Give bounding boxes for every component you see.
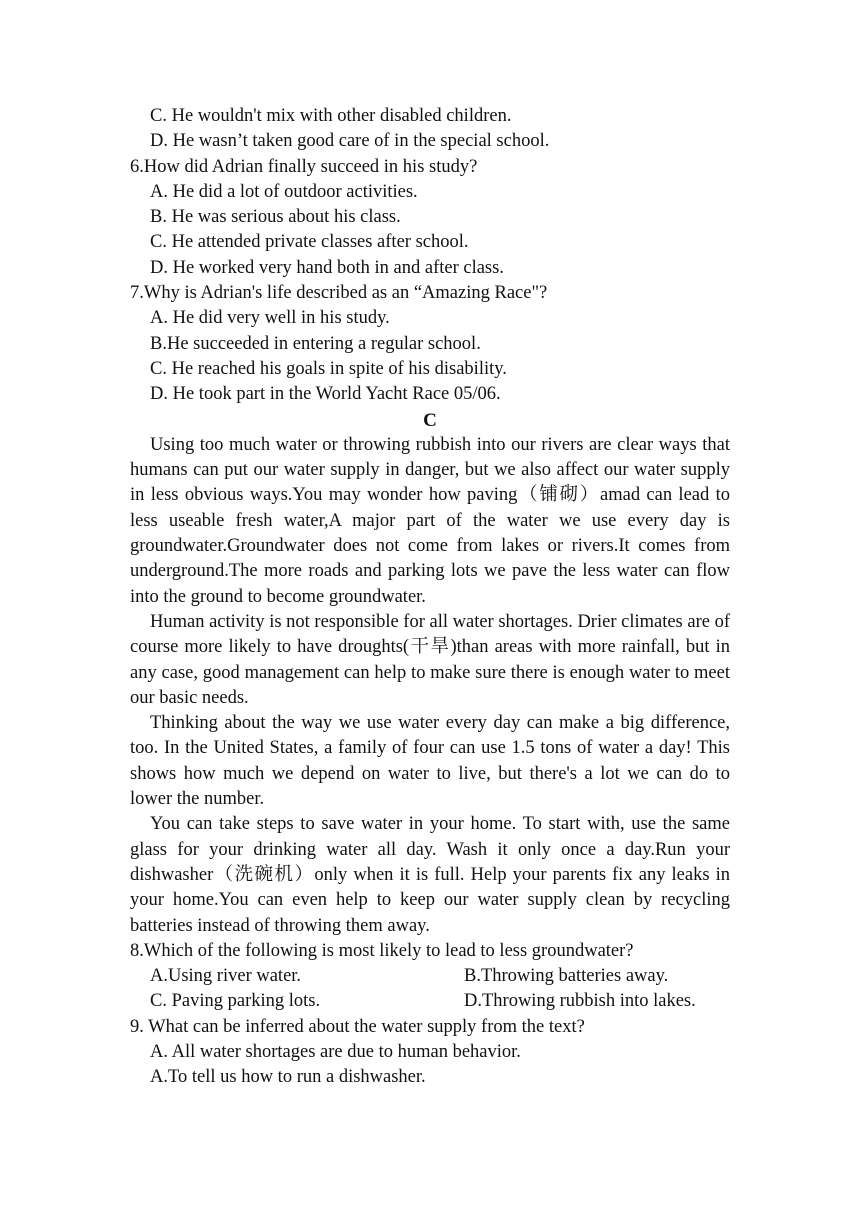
question-7: 7.Why is Adrian's life described as an “Amazing Race"? [130,283,548,304]
q9-option-a: A. All water shortages are due to human behavior. [150,1041,521,1062]
section-c-heading: C [423,409,437,431]
passage-paragraph-1: Using too much water or throwing rubbish into our rivers are clear ways that humans can put our water supply in danger, but we also affect our water supply in less obvious ways.You may wonder how paving（铺砌）amad can lead to less useable fresh water,A major part of the water we use every day is groundwater.Groundwater does not come from lakes or rivers.It comes from underground.The more roads and parking lots we pave the less water can flow into the ground to become groundwater. [130,434,730,607]
q9-option-a-duplicate: A.To tell us how to run a dishwasher. [150,1067,426,1088]
q6-option-b: B. He was serious about his class. [150,207,401,228]
q5-option-c: C. He wouldn't mix with other disabled children. [150,106,512,126]
question-9: 9. What can be inferred about the water supply from the text? [130,1016,585,1037]
q8-options-row-2 [130,989,730,1014]
passage-paragraph-2: Human activity is not responsible for all water shortages. Drier climates are of course more likely to have droughts(干旱)than areas with more rainfall, but in any case, good management can help to make sure there is enough water to meet our basic needs. [130,611,730,708]
passage-paragraph-3: Thinking about the way we use water every day can make a big difference, too. In the United States, a family of four can use 1.5 tons of water a day! This shows how much we depend on water to live, but there's a lot we can do to lower the number. [130,713,730,810]
q8-options-row-1 [130,964,730,989]
question-6: 6.How did Adrian finally succeed in his study? [130,156,478,177]
q8-option-c: C. Paving parking lots. [150,991,321,1012]
q5-option-d: D. He wasn’t taken good care of in the special school. [150,131,550,152]
q6-option-c: C. He attended private classes after school. [150,232,469,253]
q7-option-d: D. He took part in the World Yacht Race 05/06. [150,384,501,405]
q6-option-a: A. He did a lot of outdoor activities. [150,181,418,202]
q8-option-b: B.Throwing batteries away. [464,966,669,987]
q7-option-a: A. He did very well in his study. [150,308,390,329]
question-8: 8.Which of the following is most likely to lead to less groundwater? [130,940,634,961]
passage-paragraph-4: You can take steps to save water in your home. To start with, use the same glass for your drinking water all day. Wash it only once a day.Run your dishwasher（洗碗机）only when it is full. Help your parents fix any leaks in your home.You can even help to keep our water supply clean by recycling batteries instead of throwing them away. [130,814,730,936]
q8-option-a: A.Using river water. [150,966,302,987]
document-page [130,104,730,1091]
q7-option-c: C. He reached his goals in spite of his disability. [150,358,507,379]
q7-option-b: B.He succeeded in entering a regular school. [150,333,481,354]
q8-option-d: D.Throwing rubbish into lakes. [464,991,696,1012]
q6-option-d: D. He worked very hand both in and after class. [150,257,504,278]
